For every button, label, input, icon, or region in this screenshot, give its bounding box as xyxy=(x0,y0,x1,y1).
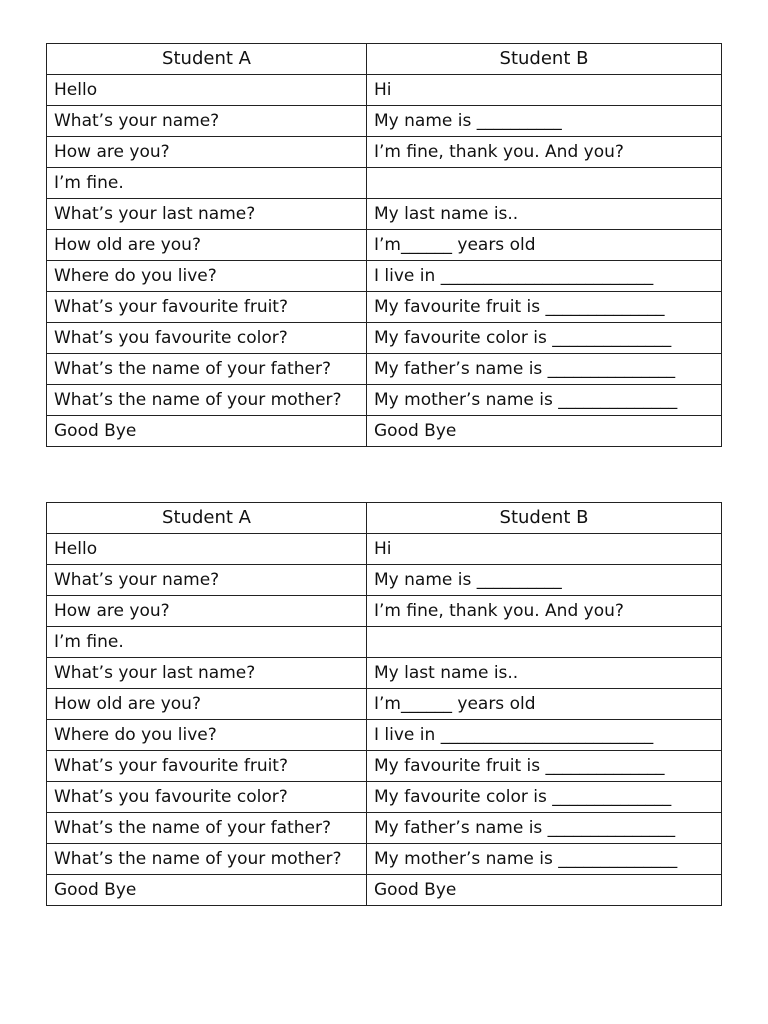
table-row xyxy=(47,106,722,137)
student-a-line: I’m fine. xyxy=(47,168,367,199)
student-b-line: Hi xyxy=(367,75,722,106)
student-a-line: Hello xyxy=(47,75,367,106)
student-b-line: My favourite fruit is ______________ xyxy=(367,292,722,323)
student-b-line: My mother’s name is ______________ xyxy=(367,385,722,416)
student-b-line: I’m fine, thank you. And you? xyxy=(367,596,722,627)
student-a-line: What’s the name of your mother? xyxy=(47,385,367,416)
dialogue-table-2 xyxy=(46,502,722,906)
student-a-line: I’m fine. xyxy=(47,627,367,658)
table-row xyxy=(47,813,722,844)
student-a-line: How old are you? xyxy=(47,230,367,261)
table-header-row xyxy=(47,503,722,534)
student-a-line: What’s your name? xyxy=(47,565,367,596)
student-a-line: How old are you? xyxy=(47,689,367,720)
table-row xyxy=(47,416,722,447)
header-student-b: Student B xyxy=(367,503,722,534)
table-row xyxy=(47,230,722,261)
header-student-a: Student A xyxy=(47,44,367,75)
table-row xyxy=(47,844,722,875)
table-row xyxy=(47,292,722,323)
student-a-line: What’s the name of your mother? xyxy=(47,844,367,875)
student-b-line: My favourite color is ______________ xyxy=(367,323,722,354)
table-row xyxy=(47,565,722,596)
table-row xyxy=(47,627,722,658)
table-row xyxy=(47,354,722,385)
student-b-line: I’m fine, thank you. And you? xyxy=(367,137,722,168)
student-a-line: Where do you live? xyxy=(47,720,367,751)
student-b-line: My father’s name is _______________ xyxy=(367,813,722,844)
student-b-line: My name is __________ xyxy=(367,565,722,596)
student-b-line: My mother’s name is ______________ xyxy=(367,844,722,875)
student-b-line: My father’s name is _______________ xyxy=(367,354,722,385)
student-a-line: What’s your favourite fruit? xyxy=(47,751,367,782)
student-a-line: What’s your name? xyxy=(47,106,367,137)
table-row xyxy=(47,596,722,627)
student-b-line: I live in _________________________ xyxy=(367,261,722,292)
student-a-line: Good Bye xyxy=(47,416,367,447)
table-row xyxy=(47,875,722,906)
table-row xyxy=(47,385,722,416)
student-b-line: My last name is.. xyxy=(367,199,722,230)
student-a-line: Hello xyxy=(47,534,367,565)
student-b-line: My name is __________ xyxy=(367,106,722,137)
header-student-b: Student B xyxy=(367,44,722,75)
header-student-a: Student A xyxy=(47,503,367,534)
table-row xyxy=(47,658,722,689)
student-a-line: What’s the name of your father? xyxy=(47,354,367,385)
student-b-line: I live in _________________________ xyxy=(367,720,722,751)
table-row xyxy=(47,261,722,292)
student-b-line: My favourite fruit is ______________ xyxy=(367,751,722,782)
table-header-row xyxy=(47,44,722,75)
table-row xyxy=(47,720,722,751)
student-a-line: What’s the name of your father? xyxy=(47,813,367,844)
student-a-line: What’s you favourite color? xyxy=(47,323,367,354)
student-b-line: I’m______ years old xyxy=(367,230,722,261)
student-a-line: What’s your last name? xyxy=(47,199,367,230)
student-b-line: Good Bye xyxy=(367,875,722,906)
table-row xyxy=(47,199,722,230)
student-b-line: Good Bye xyxy=(367,416,722,447)
table-row xyxy=(47,689,722,720)
student-a-line: What’s you favourite color? xyxy=(47,782,367,813)
student-b-line xyxy=(367,168,722,199)
student-a-line: Good Bye xyxy=(47,875,367,906)
student-a-line: Where do you live? xyxy=(47,261,367,292)
table-row xyxy=(47,137,722,168)
student-b-line: I’m______ years old xyxy=(367,689,722,720)
student-a-line: What’s your last name? xyxy=(47,658,367,689)
table-row xyxy=(47,782,722,813)
table-row xyxy=(47,323,722,354)
dialogue-table-1 xyxy=(46,43,722,447)
table-row xyxy=(47,75,722,106)
table-row xyxy=(47,534,722,565)
student-a-line: How are you? xyxy=(47,596,367,627)
table-row xyxy=(47,168,722,199)
student-b-line: Hi xyxy=(367,534,722,565)
table-row xyxy=(47,751,722,782)
student-a-line: How are you? xyxy=(47,137,367,168)
student-a-line: What’s your favourite fruit? xyxy=(47,292,367,323)
student-b-line: My favourite color is ______________ xyxy=(367,782,722,813)
student-b-line xyxy=(367,627,722,658)
student-b-line: My last name is.. xyxy=(367,658,722,689)
